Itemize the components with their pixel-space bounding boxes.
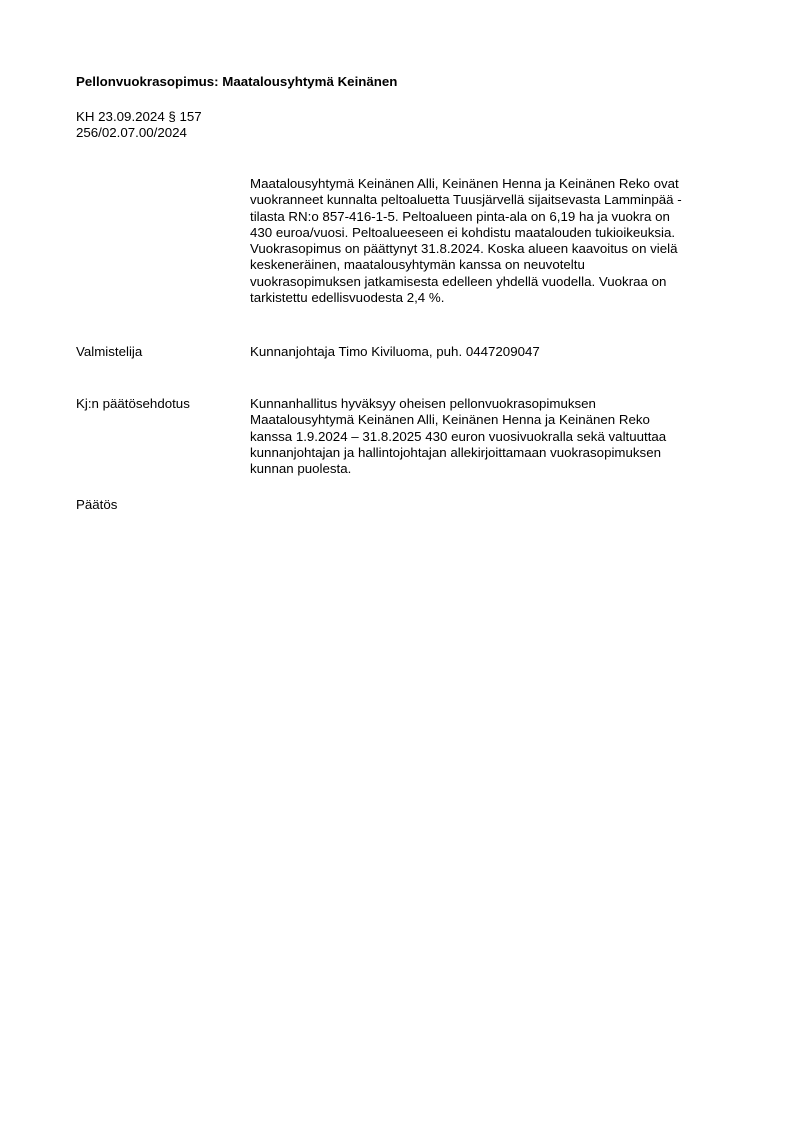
proposal-line: kanssa 1.9.2024 – 31.8.2025 430 euron vuosivuokralla sekä valtuuttaa [250, 428, 667, 444]
description-line: vuokranneet kunnalta peltoaluetta Tuusjärvellä sijaitsevasta Lamminpää - [250, 192, 682, 208]
document-title: Pellonvuokrasopimus: Maatalousyhtymä Keinänen [76, 74, 398, 89]
reference-block [76, 109, 202, 141]
description-line: Maatalousyhtymä Keinänen Alli, Keinänen Henna ja Keinänen Reko ovat [250, 176, 679, 191]
description-line: Vuokrasopimus on päättynyt 31.8.2024. Koska alueen kaavoitus on vielä [250, 241, 678, 257]
description-line: 430 euroa/vuosi. Peltoalueeseen ei kohdistu maatalouden tukioikeuksia. [250, 224, 676, 240]
description-line: vuokrasopimuksen jatkamisesta edelleen yhdellä vuodella. Vuokraa on [250, 273, 667, 289]
description-paragraph [250, 176, 732, 306]
proposal-line: Kunnanhallitus hyväksyy oheisen pellonvuokrasopimuksen [250, 396, 596, 411]
preparer-label: Valmistelija [76, 344, 143, 359]
record-number: 256/02.07.00/2024 [76, 125, 187, 140]
description-line: tilasta RN:o 857-416-1-5. Peltoalueen pinta-ala on 6,19 ha ja vuokra on [250, 208, 670, 224]
proposal-label: Kj:n päätösehdotus [76, 396, 190, 411]
meeting-reference: KH 23.09.2024 § 157 [76, 109, 202, 124]
decision-label: Päätös [76, 497, 118, 512]
proposal-paragraph [250, 396, 732, 477]
proposal-line: Maatalousyhtymä Keinänen Alli, Keinänen Henna ja Keinänen Reko [250, 412, 650, 428]
proposal-line: kunnan puolesta. [250, 461, 352, 477]
description-line: keskeneräinen, maatalousyhtymän kanssa on neuvoteltu [250, 257, 585, 273]
proposal-line: kunnanjohtajan ja hallintojohtajan allekirjoittamaan vuokrasopimuksen [250, 444, 661, 460]
description-line: tarkistettu edellisvuodesta 2,4 %. [250, 290, 445, 306]
preparer-value: Kunnanjohtaja Timo Kiviluoma, puh. 0447209047 [250, 344, 540, 359]
